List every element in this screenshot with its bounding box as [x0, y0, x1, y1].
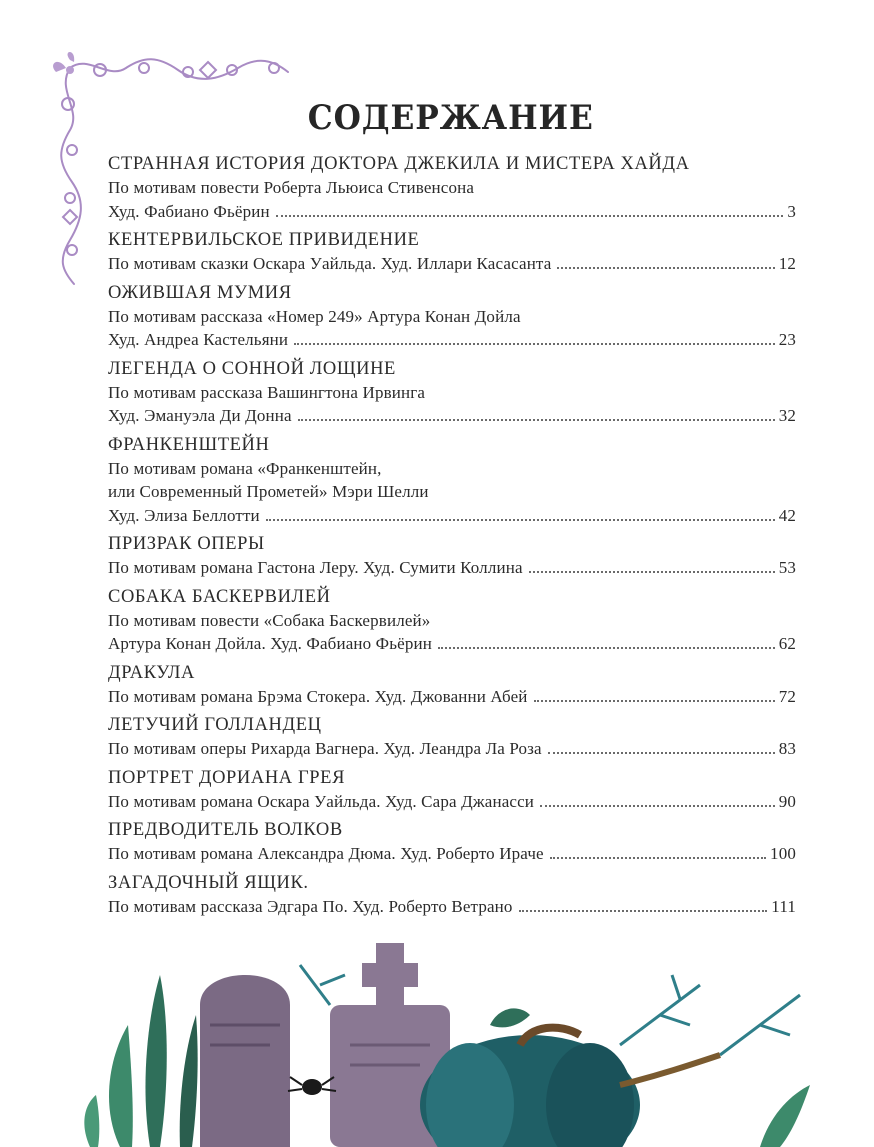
- toc-entry: [108, 532, 796, 580]
- table-of-contents: [108, 152, 796, 923]
- dot-leader: [276, 214, 784, 217]
- toc-entry-credit-line: [108, 737, 796, 761]
- spider-icon: [288, 1077, 336, 1095]
- toc-entry: [108, 152, 796, 223]
- toc-page-number: 100: [770, 844, 796, 863]
- toc-entry-subtitle: По мотивам повести Роберта Льюиса Стивенсона: [108, 178, 475, 197]
- toc-entry-title: ЛЕТУЧИЙ ГОЛЛАНДЕЦ: [108, 715, 322, 735]
- toc-entry-credit: По мотивам оперы Рихарда Вагнера. Худ. Леандра Ла Роза: [108, 739, 542, 758]
- toc-page-number: 62: [778, 634, 796, 653]
- page-title: СОДЕРЖАНИЕ: [307, 98, 594, 138]
- toc-entry-title: ЛЕГЕНДА О СОННОЙ ЛОЩИНЕ: [108, 358, 396, 379]
- toc-entry-credit: По мотивам рассказа Эдгара По. Худ. Роберто Ветрано: [108, 896, 513, 916]
- toc-entry-title: ФРАНКЕНШТЕЙН: [108, 434, 270, 455]
- toc-entry-credit-line: [108, 328, 796, 352]
- toc-entry-title: ПРЕДВОДИТЕЛЬ ВОЛКОВ: [108, 820, 343, 840]
- toc-entry-credit: По мотивам романа Гастона Леру. Худ. Сумити Коллина: [108, 558, 523, 577]
- dot-leader: [550, 856, 766, 859]
- toc-entry-title: ДРАКУЛА: [108, 662, 195, 683]
- dot-leader: [540, 804, 775, 807]
- dot-leader: [534, 699, 775, 702]
- toc-entry-subtitle: По мотивам рассказа «Номер 249» Артура Конан Дойла: [108, 306, 521, 326]
- toc-entry: [108, 433, 796, 528]
- toc-entry-credit: Худ. Андреа Кастельяни: [108, 330, 289, 349]
- toc-entry: [108, 281, 796, 352]
- toc-page-number: 53: [778, 558, 796, 577]
- toc-entry-title: СОБАКА БАСКЕРВИЛЕЙ: [108, 586, 331, 607]
- toc-entry: [108, 766, 796, 814]
- toc-entry-subtitle: или Современный Прометей» Мэри Шелли: [108, 482, 429, 501]
- toc-entry-title: КЕНТЕРВИЛЬСКОЕ ПРИВИДЕНИЕ: [108, 230, 420, 250]
- toc-entry-credit: Артура Конан Дойла. Худ. Фабиано Фьёрин: [108, 634, 433, 653]
- toc-entry-subtitle: По мотивам романа «Франкенштейн,: [108, 458, 382, 478]
- toc-entry: [108, 818, 796, 866]
- toc-entry-subtitle: По мотивам повести «Собака Баскервилей»: [108, 610, 431, 630]
- toc-page-number: 23: [778, 330, 796, 349]
- toc-entry-credit: По мотивам романа Оскара Уайльда. Худ. Сара Джанасси: [108, 791, 535, 811]
- toc-entry-title: ПОРТРЕТ ДОРИАНА ГРЕЯ: [108, 767, 346, 788]
- dot-leader: [529, 570, 775, 573]
- dot-leader: [438, 646, 775, 649]
- toc-entry-title: ОЖИВШАЯ МУМИЯ: [108, 282, 292, 303]
- toc-entry-credit-line: [108, 200, 796, 224]
- toc-entry: [108, 713, 796, 761]
- dot-leader: [298, 418, 775, 421]
- toc-page-number: 72: [778, 686, 796, 706]
- toc-entry-title: СТРАННАЯ ИСТОРИЯ ДОКТОРА ДЖЕКИЛА И МИСТЕРА ХАЙДА: [108, 154, 690, 174]
- toc-entry-credit-line: [108, 790, 796, 814]
- toc-entry-title: ЗАГАДОЧНЫЙ ЯЩИК.: [108, 872, 309, 893]
- dot-leader: [294, 342, 775, 345]
- toc-page-number: 90: [778, 791, 796, 811]
- toc-entry: [108, 228, 796, 276]
- toc-entry-credit: По мотивам романа Александра Дюма. Худ. Роберто Ираче: [108, 844, 544, 863]
- toc-entry-credit: Худ. Эмануэла Ди Донна: [108, 406, 292, 425]
- toc-page-number: 42: [778, 505, 796, 525]
- dot-leader: [519, 909, 768, 912]
- dot-leader: [266, 518, 775, 521]
- toc-entry-credit-line: [108, 252, 796, 276]
- toc-entry: [108, 357, 796, 428]
- toc-entry-credit-line: [108, 685, 796, 709]
- toc-entry-credit-line: [108, 556, 796, 580]
- toc-entry: [108, 585, 796, 656]
- toc-entry-credit-line: [108, 404, 796, 428]
- dot-leader: [557, 266, 774, 269]
- toc-entry-credit-line: [108, 842, 796, 866]
- toc-entry-credit-line: [108, 632, 796, 656]
- toc-entry-credit: Худ. Элиза Беллотти: [108, 505, 260, 525]
- toc-entry-credit: По мотивам сказки Оскара Уайльда. Худ. Иллари Касасанта: [108, 254, 552, 273]
- toc-page-number: 111: [771, 896, 796, 916]
- dot-leader: [548, 751, 775, 754]
- toc-entry-credit-line: [108, 895, 796, 919]
- toc-page-number: 3: [787, 201, 796, 221]
- graveyard-illustration: [0, 935, 874, 1147]
- toc-page-number: 83: [778, 739, 796, 758]
- toc-entry: [108, 871, 796, 919]
- toc-page-number: 32: [778, 406, 796, 425]
- toc-entry-credit: По мотивам романа Брэма Стокера. Худ. Джованни Абей: [108, 686, 528, 706]
- toc-entry-credit: Худ. Фабиано Фьёрин: [108, 201, 270, 221]
- toc-entry: [108, 661, 796, 709]
- toc-entry-title: ПРИЗРАК ОПЕРЫ: [108, 534, 265, 554]
- toc-page-number: 12: [778, 254, 796, 273]
- toc-entry-credit-line: [108, 504, 796, 528]
- toc-entry-subtitle: По мотивам рассказа Вашингтона Ирвинга: [108, 382, 426, 402]
